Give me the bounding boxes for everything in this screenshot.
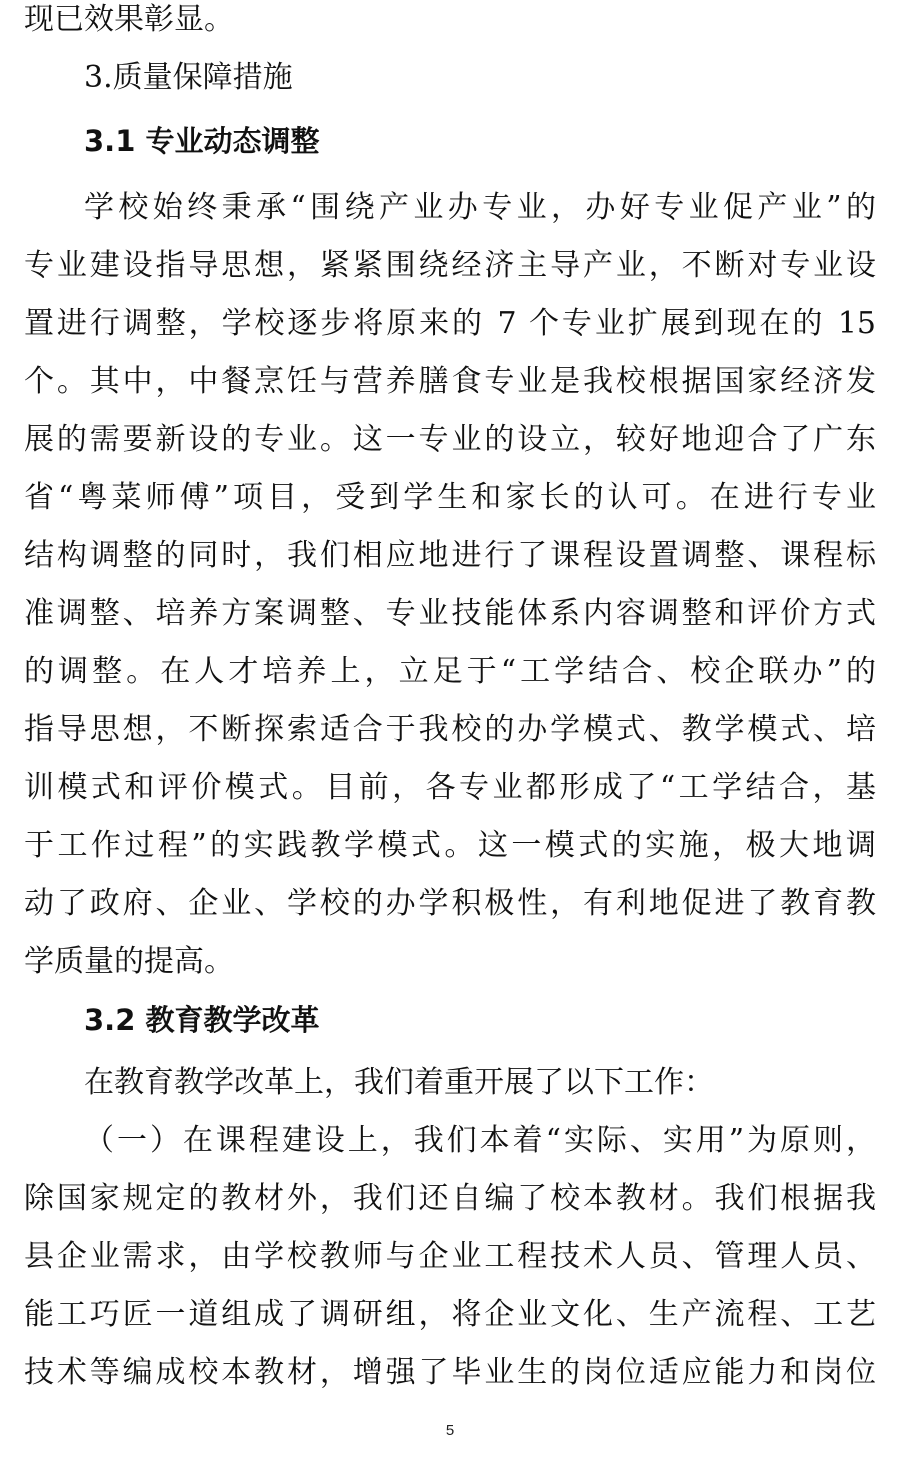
paragraph-line: 能工巧匠一道组成了调研组，将企业文化、生产流程、工艺 — [24, 1297, 876, 1332]
paragraph-line: 于工作过程”的实践教学模式。这一模式的实施，极大地调 — [24, 828, 876, 863]
paragraph-line: 准调整、培养方案调整、专业技能体系内容调整和评价方式 — [24, 596, 876, 631]
paragraph-line: 动了政府、企业、学校的办学积极性，有利地促进了教育教 — [24, 886, 876, 921]
paragraph-line: 专业建设指导思想，紧紧围绕经济主导产业，不断对专业设 — [24, 248, 876, 283]
paragraph-line: 学校始终秉承“围绕产业办专业，办好专业促产业”的 — [84, 190, 876, 225]
lead-line: 现已效果彰显。 — [24, 2, 234, 37]
section-3-heading: 3.质量保障措施 — [84, 60, 293, 95]
section-3-1-heading: 3.1 专业动态调整 — [84, 124, 320, 158]
paragraph-line: 结构调整的同时，我们相应地进行了课程设置调整、课程标 — [24, 538, 876, 573]
paragraph-line: 训模式和评价模式。目前，各专业都形成了“工学结合，基 — [24, 770, 876, 805]
paragraph-line: 的调整。在人才培养上，立足于“工学结合、校企联办”的 — [24, 654, 876, 689]
section-3-2-heading: 3.2 教育教学改革 — [84, 1003, 320, 1037]
paragraph-line: 置进行调整，学校逐步将原来的 7 个专业扩展到现在的 15 — [24, 306, 876, 341]
page-number: 5 — [445, 1422, 455, 1439]
paragraph-line: 省“粤菜师傅”项目，受到学生和家长的认可。在进行专业 — [24, 480, 876, 515]
paragraph-line: 除国家规定的教材外，我们还自编了校本教材。我们根据我 — [24, 1181, 876, 1216]
paragraph-line: 展的需要新设的专业。这一专业的设立，较好地迎合了广东 — [24, 422, 876, 457]
paragraph-line: 技术等编成校本教材，增强了毕业生的岗位适应能力和岗位 — [24, 1355, 876, 1390]
paragraph-line: 县企业需求，由学校教师与企业工程技术人员、管理人员、 — [24, 1239, 876, 1274]
paragraph-line: （一）在课程建设上，我们本着“实际、实用”为原则， — [84, 1123, 876, 1158]
paragraph-line: 指导思想，不断探索适合于我校的办学模式、教学模式、培 — [24, 712, 876, 747]
paragraph-line: 学质量的提高。 — [24, 944, 234, 979]
section-3-2-intro: 在教育教学改革上，我们着重开展了以下工作： — [84, 1065, 714, 1100]
paragraph-line: 个。其中，中餐烹饪与营养膳食专业是我校根据国家经济发 — [24, 364, 876, 399]
